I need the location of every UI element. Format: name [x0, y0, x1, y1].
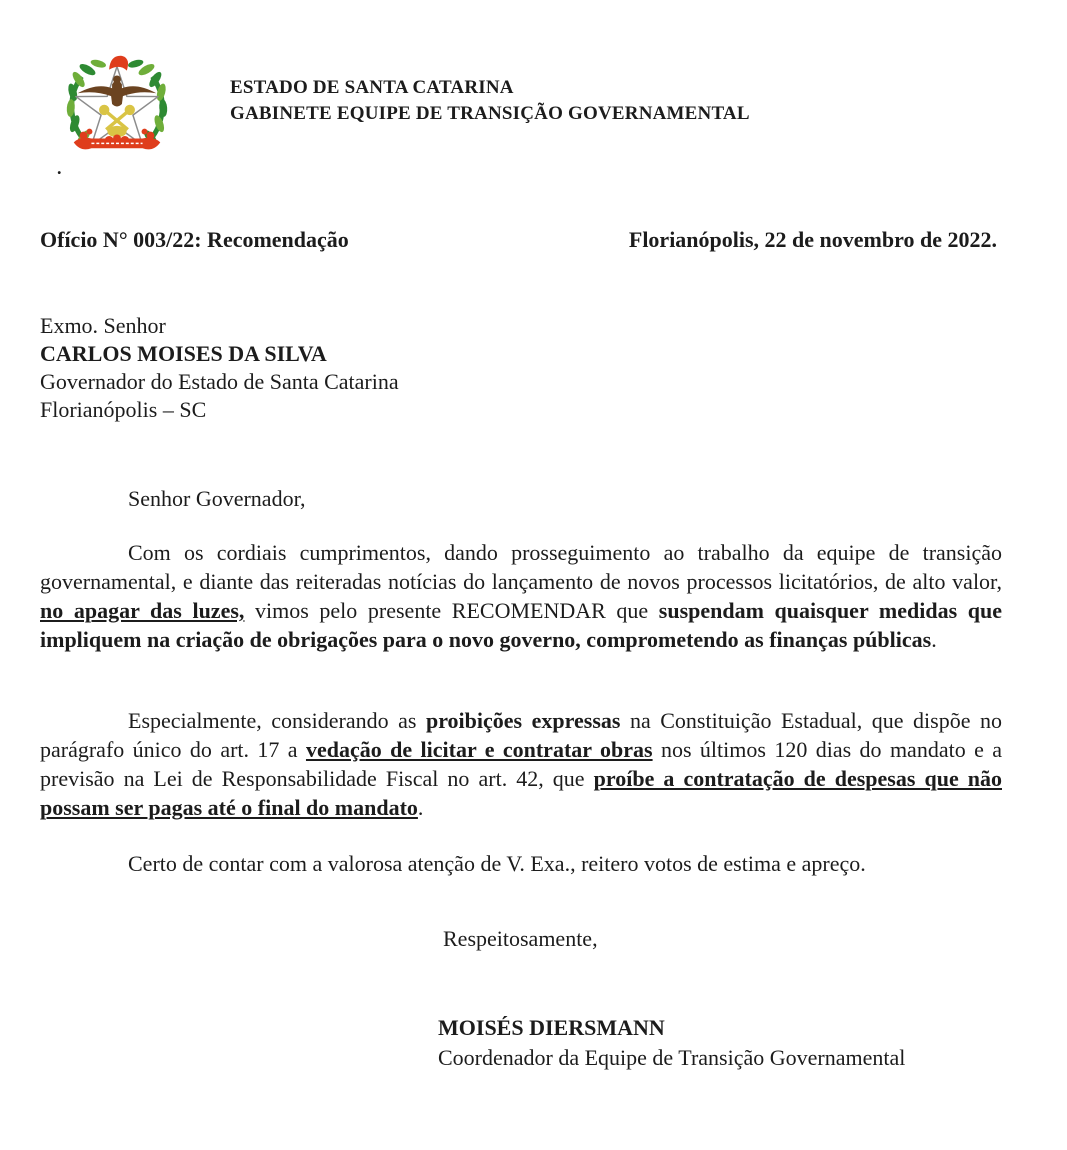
place-date: Florianópolis, 22 de novembro de 2022. [628, 227, 997, 252]
letterhead-org-line1: ESTADO DE SANTA CATARINA [230, 77, 514, 98]
letterhead [230, 75, 750, 127]
reference-row [40, 227, 997, 253]
addressee-block [40, 312, 399, 424]
ribbon-banner [74, 138, 161, 150]
oficio-number: Ofício N° 003/22: Recomendação [40, 227, 349, 252]
addressee-role: Governador do Estado de Santa Catarina [40, 369, 399, 394]
paragraph-courtesy: Certo de contar com a valorosa atenção de V. Exa., reitero votos de estima e apreço. [128, 851, 866, 876]
paragraph-legal-basis: Especialmente, considerando as proibições expressas na Constituição Estadual, que dispõe no parágrafo único do art. 17 a vedação de licitar e contratar obras nos últimos 120 dias do mandato e a previsão na Lei de Responsabilidade Fiscal no art. 42, que proíbe a contratação de despesas que não possam ser pagas até o final do mandato. [40, 708, 1003, 820]
signer-name: MOISÉS DIERSMANN [438, 1015, 665, 1040]
santa-catarina-coat-of-arms-icon [58, 46, 176, 166]
phrygian-cap [109, 56, 128, 71]
closing: Respeitosamente, [443, 926, 598, 951]
scan-artifact-dot: . [57, 158, 62, 178]
addressee-salutation: Exmo. Senhor [40, 313, 166, 338]
paragraph-recommendation: Com os cordiais cumprimentos, dando prosseguimento ao trabalho da equipe de transição governamental, e diante das reiteradas notícias do lançamento de novos processos licitatórios, de alto valor, no apagar das luzes, vimos pelo presente RECOMENDAR que suspendam quaisquer medidas que impliquem na criação de obrigações para o novo governo, comprometendo as finanças públicas. [40, 540, 1002, 652]
letterhead-org-line2: GABINETE EQUIPE DE TRANSIÇÃO GOVERNAMENTAL [230, 103, 750, 124]
signer-role: Coordenador da Equipe de Transição Governamental [438, 1045, 906, 1070]
signature-block [438, 1013, 905, 1073]
addressee-city: Florianópolis – SC [40, 397, 207, 422]
addressee-name: CARLOS MOISES DA SILVA [40, 341, 327, 366]
greeting: Senhor Governador, [128, 486, 306, 511]
